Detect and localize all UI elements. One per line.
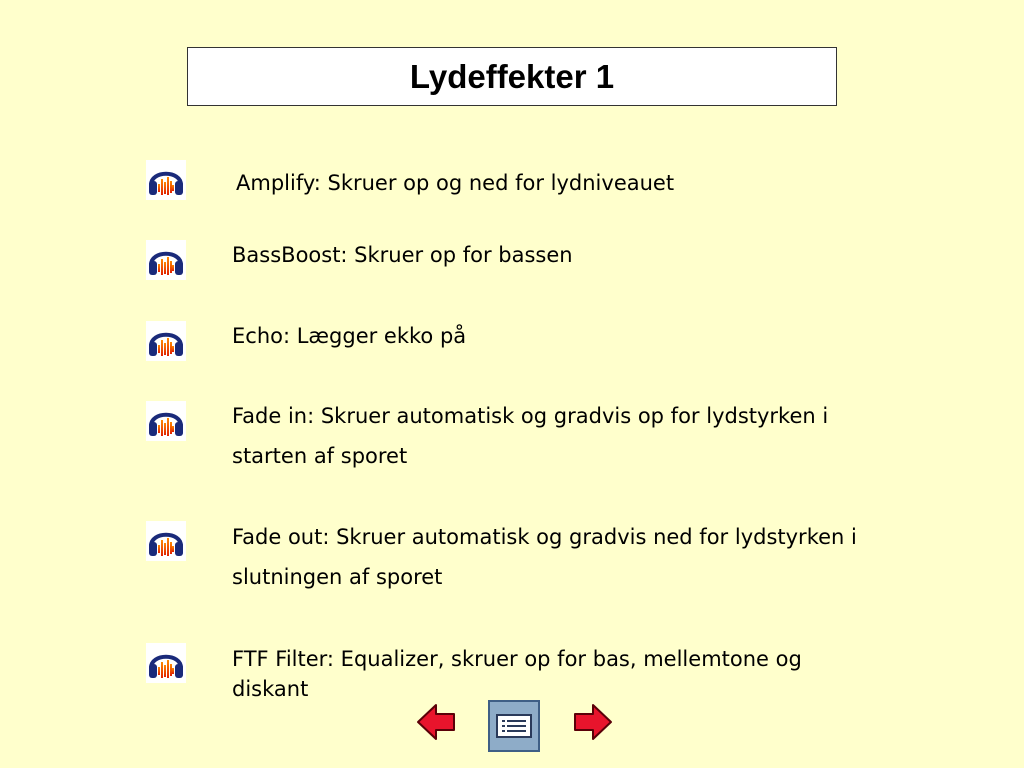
list-item: BassBoost: Skruer op for bassen	[232, 243, 573, 267]
index-button[interactable]	[488, 700, 540, 752]
audacity-headphones-icon	[146, 643, 186, 683]
list-item: Fade out: Skruer automatisk og gradvis ned for lydstyrken i slutningen af sporet	[232, 525, 857, 589]
page-title: Lydeffekter 1	[409, 57, 615, 95]
title-box	[187, 47, 837, 106]
audacity-headphones-icon	[146, 240, 186, 280]
previous-button[interactable]	[416, 702, 456, 742]
audacity-headphones-icon	[146, 160, 186, 200]
list-item: Amplify: Skruer op og ned for lydniveauet	[236, 171, 675, 195]
audacity-headphones-icon	[146, 401, 186, 441]
next-button[interactable]	[573, 702, 613, 742]
list-item: FTF Filter: Equalizer, skruer op for bas, mellemtone og diskant	[232, 647, 802, 701]
right-arrow-icon	[573, 702, 613, 742]
index-list-icon	[496, 714, 532, 738]
audacity-headphones-icon	[146, 321, 186, 361]
left-arrow-icon	[416, 702, 456, 742]
list-item: Echo: Lægger ekko på	[232, 324, 467, 348]
list-item: Fade in: Skruer automatisk og gradvis op for lydstyrken i starten af sporet	[232, 404, 829, 468]
audacity-headphones-icon	[146, 521, 186, 561]
